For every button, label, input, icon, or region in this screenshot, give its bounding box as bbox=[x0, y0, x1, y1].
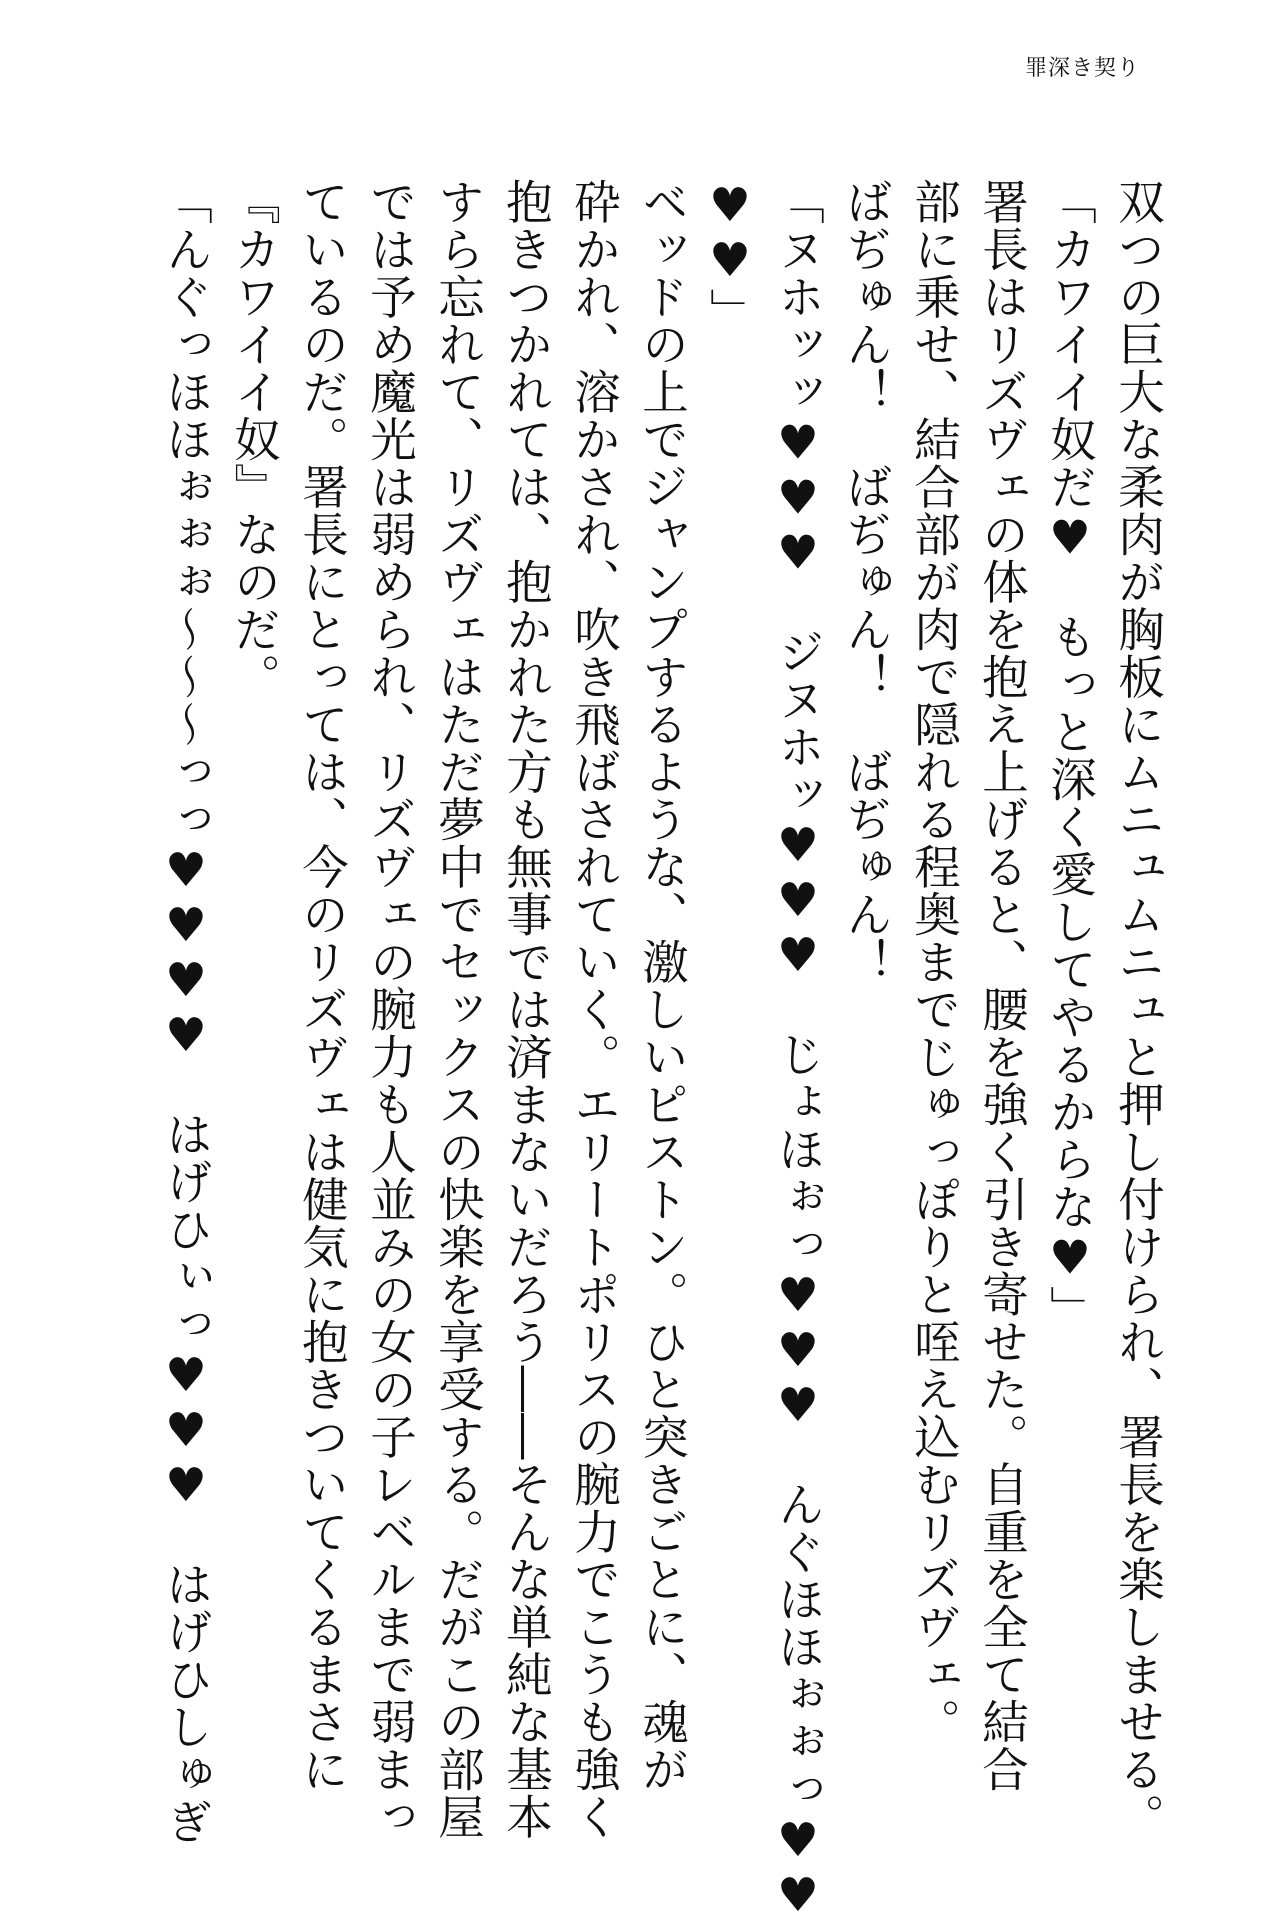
text-line: 署長はリズヴェの体を抱え上げると、腰を強く引き寄せた。自重を全て結合 bbox=[975, 178, 1029, 1793]
text-line: 「ヌホッッ♥♥♥ ジヌホッ♥♥♥ じょほぉっ♥♥♥ んぐほほぉぉっ♥♥ bbox=[771, 178, 825, 1923]
text-body bbox=[152, 178, 1172, 1923]
text-line: ベッドの上でジャンプするような、激しいピストン。ひと突きごとに、魂が bbox=[635, 178, 689, 1793]
text-line: ばぢゅん！ ばぢゅん！ ばぢゅん！ bbox=[839, 178, 893, 986]
text-line: 「んぐっほほぉぉぉ～～～っっ♥♥♥♥ はげひぃっ♥♥♥ はげひしゅぎ bbox=[159, 178, 213, 1846]
text-line: 抱きつかれては、抱かれた方も無事では済まないだろう――そんな単純な基本 bbox=[499, 178, 553, 1841]
text-line: すら忘れて、リズヴェはただ夢中でセックスの快楽を享受する。だがこの部屋 bbox=[431, 178, 485, 1841]
text-line: ているのだ。署長にとっては、今のリズヴェは健気に抱きついてくるまさに bbox=[295, 178, 349, 1793]
text-line: 『カワイイ奴』なのだ。 bbox=[227, 178, 281, 701]
text-line: 部に乗せ、結合部が肉で隠れる程奥までじゅっぽりと咥え込むリズヴェ。 bbox=[907, 178, 961, 1746]
running-header: 罪深き契り bbox=[1024, 56, 1140, 81]
text-line: ♥♥」 bbox=[703, 178, 757, 336]
text-line: 双つの巨大な柔肉が胸板にムニュムニュと押し付けられ、署長を楽しませる。 bbox=[1111, 178, 1165, 1841]
text-line: 「カワイイ奴だ♥ もっと深く愛してやるからな♥」 bbox=[1043, 178, 1097, 1333]
text-line: 砕かれ、溶かされ、吹き飛ばされていく。エリートポリスの腕力でこうも強く bbox=[567, 178, 621, 1841]
text-line: では予め魔光は弱められ、リズヴェの腕力も人並みの女の子レベルまで弱まっ bbox=[363, 178, 417, 1841]
